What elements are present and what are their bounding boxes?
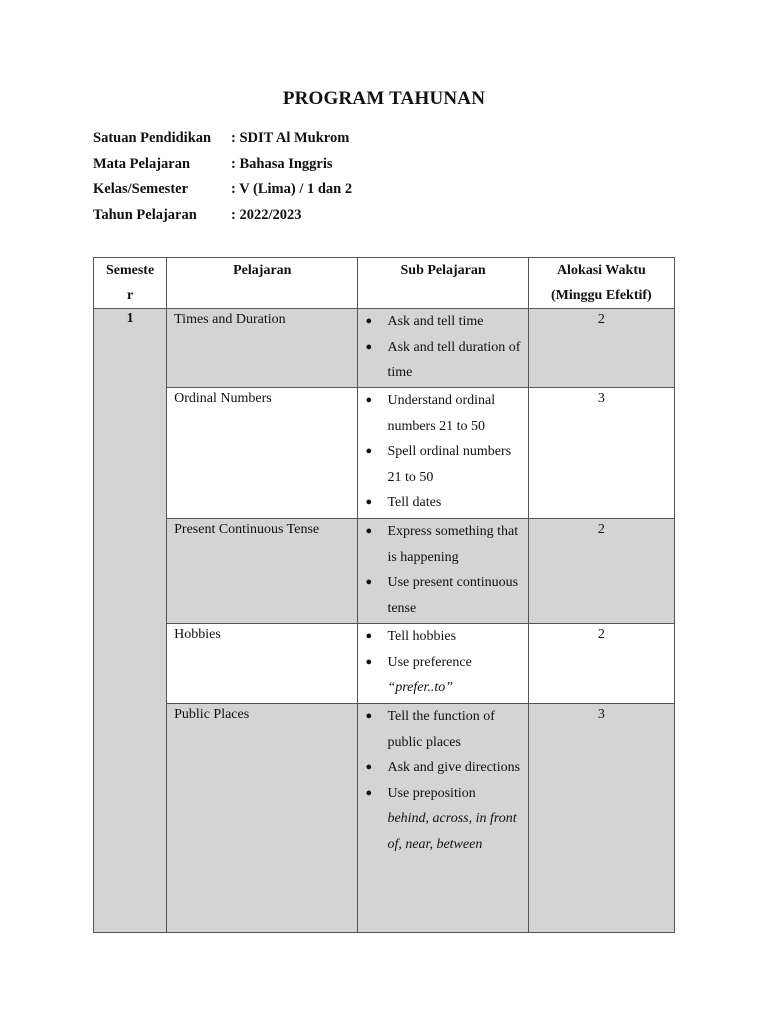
sub-text: Tell dates	[387, 495, 442, 510]
info-value: : 2022/2023	[231, 206, 302, 223]
info-row-tahun	[93, 205, 352, 231]
lesson-cell: Present Continuous Tense	[167, 519, 358, 624]
sub-text: Use preposition	[387, 785, 476, 801]
bullet-icon: ●	[365, 710, 373, 722]
list-item	[358, 439, 521, 490]
header-pelajaran-text: Pelajaran	[233, 263, 292, 278]
header-sub-text: Sub Pelajaran	[400, 263, 486, 278]
sub-text: Ask and give directions	[387, 760, 521, 775]
table-row	[94, 309, 675, 388]
bullet-icon: ●	[365, 576, 373, 588]
lesson-cell: Hobbies	[167, 624, 358, 704]
list-item	[358, 335, 521, 386]
sub-text: Express something that is happening	[387, 524, 519, 565]
sub-cell	[358, 624, 528, 704]
weeks-cell: 3	[528, 704, 674, 933]
bullet-icon: ●	[365, 340, 373, 353]
header-semester-line1: Semeste	[105, 263, 155, 278]
table-row	[94, 704, 675, 933]
semester-cell: 1	[94, 309, 167, 933]
list-item	[358, 755, 521, 781]
info-row-satuan	[93, 128, 352, 154]
list-item	[358, 388, 521, 439]
weeks-cell: 2	[528, 519, 674, 624]
header-pelajaran	[167, 258, 358, 309]
list-item	[358, 519, 521, 570]
bullet-icon: ●	[365, 655, 373, 668]
bullet-icon: ●	[365, 315, 373, 327]
table-header-row	[94, 258, 675, 309]
sub-text: Ask and tell duration of time	[387, 339, 521, 380]
sub-cell	[358, 704, 528, 933]
sub-cell	[358, 388, 528, 519]
bullet-icon: ●	[365, 525, 373, 537]
list-item	[358, 570, 521, 621]
sub-text-italic: behind, across, in front of, near, between	[387, 811, 517, 852]
sub-text: Use present continuous tense	[387, 575, 519, 616]
info-value: : Bahasa Inggris	[231, 155, 333, 172]
weeks-cell: 2	[528, 309, 674, 388]
list-item	[358, 490, 521, 516]
table-row	[94, 624, 675, 704]
info-row-mapel	[93, 154, 352, 180]
header-alokasi	[528, 258, 674, 309]
bullet-icon: ●	[365, 786, 373, 799]
bullet-icon: ●	[365, 761, 373, 773]
sub-text: Tell hobbies	[387, 629, 457, 644]
list-item	[358, 704, 521, 755]
bullet-icon: ●	[365, 394, 373, 406]
bullet-icon: ●	[365, 496, 373, 508]
bullet-icon: ●	[365, 445, 373, 457]
header-alokasi-line1: Alokasi Waktu	[556, 263, 646, 278]
info-row-kelas	[93, 179, 352, 205]
info-value: : SDIT Al Mukrom	[231, 130, 350, 146]
info-label: Mata Pelajaran	[93, 155, 191, 172]
list-item	[358, 309, 521, 335]
table-row	[94, 388, 675, 519]
sub-text: Spell ordinal numbers 21 to 50	[387, 444, 512, 485]
info-label: Satuan Pendidikan	[93, 130, 212, 146]
table-row	[94, 519, 675, 624]
program-table	[93, 257, 675, 933]
list-item	[358, 624, 521, 650]
sub-cell	[358, 309, 528, 388]
info-label: Kelas/Semester	[93, 181, 189, 197]
sub-text-italic: “prefer..to”	[387, 680, 454, 695]
info-value: : V (Lima) / 1 dan 2	[231, 181, 353, 197]
header-semester-line2: r	[126, 288, 134, 303]
header-semester	[94, 258, 167, 309]
lesson-cell: Ordinal Numbers	[167, 388, 358, 519]
weeks-cell: 3	[528, 388, 674, 519]
info-block	[93, 128, 352, 230]
lesson-cell: Times and Duration	[167, 309, 358, 388]
sub-text: Tell the function of public places	[387, 709, 495, 750]
weeks-cell: 2	[528, 624, 674, 704]
sub-text: Use preference	[387, 654, 472, 670]
sub-text: Ask and tell time	[387, 314, 484, 329]
sub-text: Understand ordinal numbers 21 to 50	[387, 393, 496, 434]
list-item	[358, 781, 521, 858]
lesson-cell: Public Places	[167, 704, 358, 933]
info-label: Tahun Pelajaran	[93, 206, 197, 223]
header-sub-pelajaran	[358, 258, 528, 309]
sub-cell	[358, 519, 528, 624]
page-title: PROGRAM TAHUNAN	[282, 88, 486, 109]
bullet-icon: ●	[365, 630, 373, 642]
header-alokasi-line2: (Minggu Efektif)	[551, 288, 652, 303]
list-item	[358, 650, 521, 701]
